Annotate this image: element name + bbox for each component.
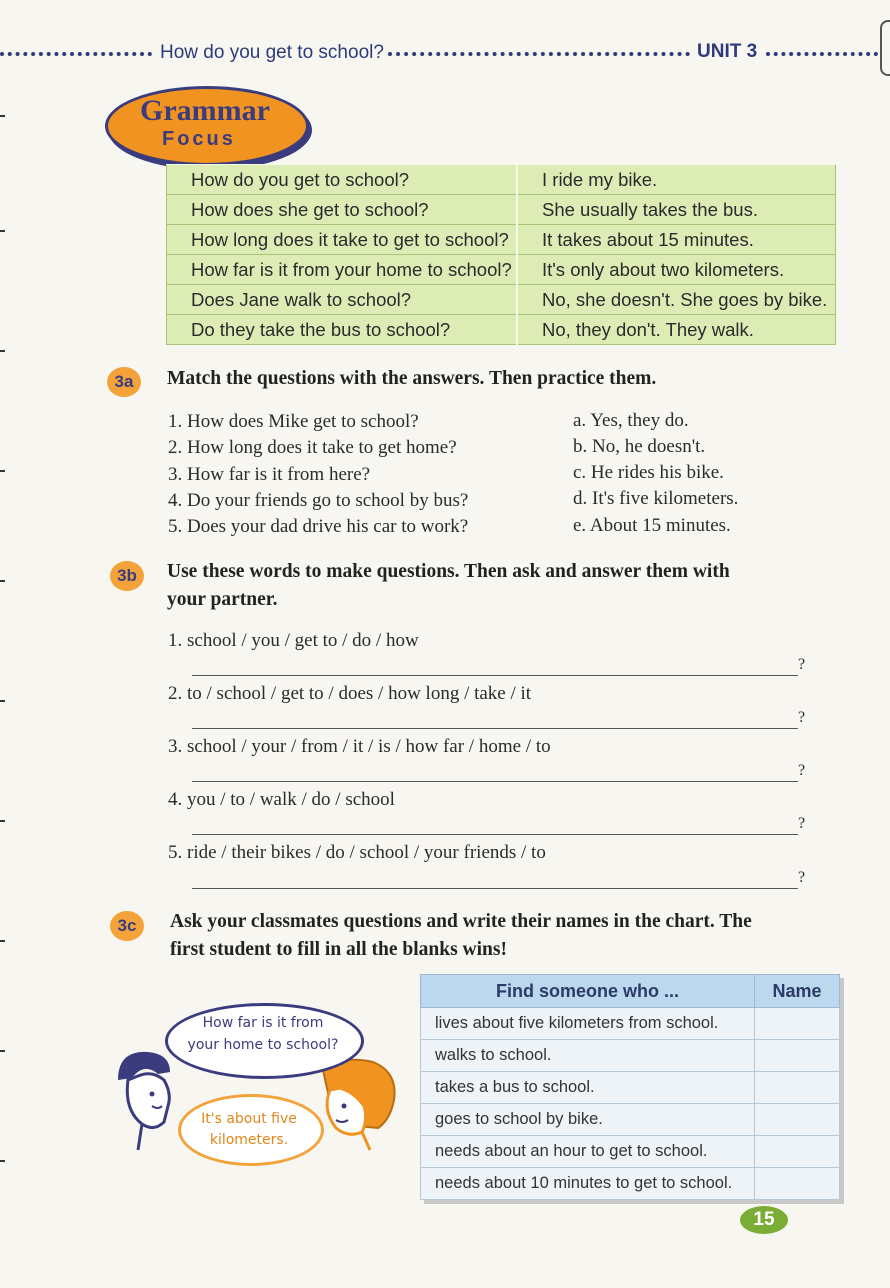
margin-tick xyxy=(0,940,5,942)
table-row xyxy=(167,225,836,255)
margin-tick xyxy=(0,580,5,582)
word-prompt: 5. ride / their bikes / do / school / your friends / to xyxy=(168,842,546,863)
match-question: 4. Do your friends go to school by bus? xyxy=(168,490,469,511)
question-mark: ? xyxy=(798,869,806,886)
chart-item: needs about an hour to get to school. xyxy=(421,1136,755,1168)
find-column-header: Find someone who ... xyxy=(421,975,755,1008)
word-prompt: 4. you / to / walk / do / school xyxy=(168,789,395,810)
match-answer: e. About 15 minutes. xyxy=(573,515,731,536)
match-answer: b. No, he doesn't. xyxy=(573,436,706,457)
match-question: 1. How does Mike get to school? xyxy=(168,411,419,432)
boy-face-icon xyxy=(118,1052,170,1150)
chart-item: takes a bus to school. xyxy=(421,1072,755,1104)
question-mark: ? xyxy=(798,815,806,832)
activity-3c-instruction-line2: first student to fill in all the blanks wins! xyxy=(170,939,507,960)
grammar-question: Does Jane walk to school? xyxy=(167,285,518,315)
grammar-question: How do you get to school? xyxy=(167,165,518,195)
grammar-answer: It's only about two kilometers. xyxy=(517,255,836,285)
margin-tick xyxy=(0,700,5,702)
grammar-question: How long does it take to get to school? xyxy=(167,225,518,255)
bubble-answer-line1: It's about five xyxy=(201,1111,297,1127)
bubble-question-line1: How far is it from xyxy=(202,1015,324,1031)
grammar-answer: No, they don't. They walk. xyxy=(517,315,836,345)
badge-subtitle: Focus xyxy=(162,128,236,150)
margin-tick xyxy=(0,115,5,117)
table-row xyxy=(421,1136,840,1168)
name-cell[interactable] xyxy=(755,1008,840,1040)
header-dots-middle xyxy=(388,52,690,56)
answer-line[interactable] xyxy=(192,834,798,835)
table-row xyxy=(421,1104,840,1136)
activity-3c-instruction-line1: Ask your classmates questions and write their names in the chart. The xyxy=(170,911,752,932)
table-row xyxy=(421,1040,840,1072)
question-mark: ? xyxy=(798,709,806,726)
margin-tick xyxy=(0,820,5,822)
unit-label: UNIT 3 xyxy=(697,41,758,62)
match-question: 5. Does your dad drive his car to work? xyxy=(168,516,469,537)
grammar-answer: It takes about 15 minutes. xyxy=(517,225,836,255)
grammar-answer: No, she doesn't. She goes by bike. xyxy=(517,285,836,315)
name-cell[interactable] xyxy=(755,1136,840,1168)
chart-item: goes to school by bike. xyxy=(421,1104,755,1136)
table-row xyxy=(421,1168,840,1200)
table-row xyxy=(167,195,836,225)
answer-speech-bubble xyxy=(178,1094,324,1166)
table-row xyxy=(167,315,836,345)
chart-item: needs about 10 minutes to get to school. xyxy=(421,1168,755,1200)
chart-header-row xyxy=(421,975,840,1008)
name-column-header: Name xyxy=(755,975,840,1008)
margin-tick xyxy=(0,1160,5,1162)
chart-item: walks to school. xyxy=(421,1040,755,1072)
margin-tick xyxy=(0,230,5,232)
table-row xyxy=(167,255,836,285)
header-dots-right xyxy=(766,52,878,56)
match-question: 2. How long does it take to get home? xyxy=(168,437,457,458)
name-cell[interactable] xyxy=(755,1104,840,1136)
activity-3b-instruction-line1: Use these words to make questions. Then ask and answer them with xyxy=(167,561,730,582)
margin-tick xyxy=(0,1050,5,1052)
grammar-question: How does she get to school? xyxy=(167,195,518,225)
chart-item: lives about five kilometers from school. xyxy=(421,1008,755,1040)
grammar-question: Do they take the bus to school? xyxy=(167,315,518,345)
page-number: 15 xyxy=(740,1206,788,1234)
word-prompt: 1. school / you / get to / do / how xyxy=(168,630,419,651)
find-someone-chart xyxy=(420,974,840,1200)
bubble-question-line2: your home to school? xyxy=(187,1037,339,1053)
answer-line[interactable] xyxy=(192,888,798,889)
bubble-answer-line2: kilometers. xyxy=(209,1132,289,1148)
margin-tick xyxy=(0,470,5,472)
question-mark: ? xyxy=(798,762,806,779)
activity-3a-label: 3a xyxy=(107,367,141,397)
word-prompt: 3. school / your / from / it / is / how far / home / to xyxy=(168,736,551,757)
table-row xyxy=(421,1072,840,1104)
name-cell[interactable] xyxy=(755,1168,840,1200)
header-dots-left xyxy=(0,52,152,56)
activity-3a-instruction: Match the questions with the answers. Then practice them. xyxy=(167,368,657,389)
match-question: 3. How far is it from here? xyxy=(168,464,371,485)
match-answer: a. Yes, they do. xyxy=(573,410,689,431)
table-row xyxy=(167,285,836,315)
grammar-answer: I ride my bike. xyxy=(517,165,836,195)
answer-line[interactable] xyxy=(192,728,798,729)
name-cell[interactable] xyxy=(755,1072,840,1104)
word-prompt: 2. to / school / get to / does / how long / take / it xyxy=(168,683,532,704)
answer-line[interactable] xyxy=(192,781,798,782)
name-cell[interactable] xyxy=(755,1040,840,1072)
match-answer: d. It's five kilometers. xyxy=(573,488,739,509)
activity-3b-label: 3b xyxy=(110,561,144,591)
activity-3c-label: 3c xyxy=(110,911,144,941)
answer-line[interactable] xyxy=(192,675,798,676)
match-answer: c. He rides his bike. xyxy=(573,462,724,483)
page-edge-bracket xyxy=(880,20,890,76)
lesson-title: How do you get to school? xyxy=(160,42,384,63)
grammar-answer: She usually takes the bus. xyxy=(517,195,836,225)
badge-title: Grammar xyxy=(140,94,270,127)
activity-3b-instruction-line2: your partner. xyxy=(167,589,278,610)
grammar-focus-table xyxy=(166,164,836,345)
margin-tick xyxy=(0,350,5,352)
grammar-question: How far is it from your home to school? xyxy=(167,255,518,285)
question-mark: ? xyxy=(798,656,806,673)
girl-face-icon xyxy=(323,1060,395,1150)
table-row xyxy=(167,165,836,195)
table-row xyxy=(421,1008,840,1040)
